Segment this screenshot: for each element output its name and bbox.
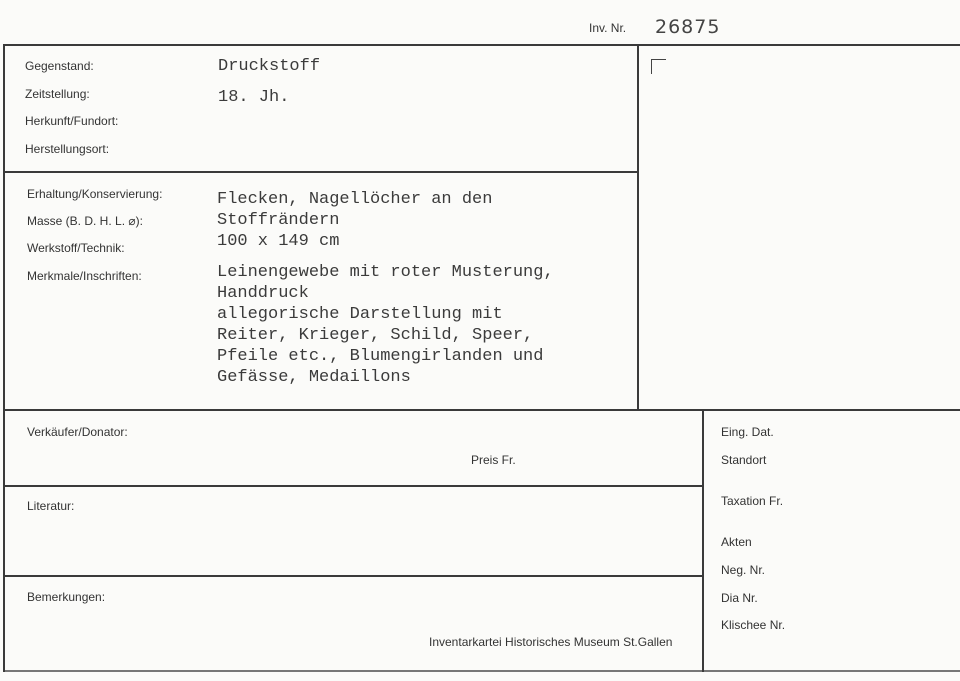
merkmale-line: Handdruck	[217, 284, 309, 303]
akten-label: Akten	[721, 535, 752, 549]
erhaltung-label: Erhaltung/Konservierung:	[27, 187, 163, 201]
top-divider	[3, 44, 960, 46]
merkmale-value	[217, 262, 554, 388]
bemerkungen-label: Bemerkungen:	[27, 590, 106, 604]
literatur-divider	[3, 575, 704, 577]
right-column-line	[702, 409, 704, 672]
herstellungsort-label: Herstellungsort:	[25, 142, 110, 156]
merkmale-label: Merkmale/Inschriften:	[27, 269, 142, 283]
klischee-nr-label: Klischee Nr.	[721, 618, 786, 632]
literatur-label: Literatur:	[27, 499, 75, 513]
merkmale-line: Reiter, Krieger, Schild, Speer,	[217, 326, 534, 345]
eing-dat-label: Eing. Dat.	[721, 425, 774, 439]
section1-divider	[3, 171, 639, 173]
footer-museum-text: Inventarkartei Historisches Museum St.Gallen	[429, 635, 673, 649]
inv-nr-value: 26875	[655, 16, 721, 38]
dia-nr-label: Dia Nr.	[721, 591, 758, 605]
werkstoff-label: Werkstoff/Technik:	[27, 241, 125, 255]
masse-value: 100 x 149 cm	[217, 232, 340, 251]
verkaeufer-divider	[3, 485, 704, 487]
gegenstand-label: Gegenstand:	[25, 59, 94, 73]
taxation-label: Taxation Fr.	[721, 494, 784, 508]
left-border	[3, 44, 5, 672]
zeitstellung-value: 18. Jh.	[218, 88, 290, 107]
middle-vertical-line	[637, 44, 639, 411]
standort-label: Standort	[721, 453, 767, 467]
section2-divider	[3, 409, 960, 411]
merkmale-line: Pfeile etc., Blumengirlanden und	[217, 347, 544, 366]
gegenstand-value: Druckstoff	[218, 57, 321, 76]
herkunft-label: Herkunft/Fundort:	[25, 114, 119, 128]
merkmale-line: allegorische Darstellung mit	[217, 305, 503, 324]
zeitstellung-label: Zeitstellung:	[25, 87, 90, 101]
merkmale-line: Leinengewebe mit roter Musterung,	[217, 263, 554, 282]
corner-mark	[651, 59, 666, 74]
inv-nr-label: Inv. Nr.	[589, 21, 627, 35]
erhaltung-value	[217, 189, 492, 252]
verkaeufer-label: Verkäufer/Donator:	[27, 425, 128, 439]
erhaltung-line: Stoffrändern	[217, 211, 340, 230]
bottom-border	[3, 670, 960, 672]
masse-label: Masse (B. D. H. L. ⌀):	[27, 214, 143, 228]
merkmale-line: Gefässe, Medaillons	[217, 368, 411, 387]
preis-label: Preis Fr.	[471, 453, 516, 467]
neg-nr-label: Neg. Nr.	[721, 563, 766, 577]
erhaltung-line: Flecken, Nagellöcher an den	[217, 190, 493, 209]
